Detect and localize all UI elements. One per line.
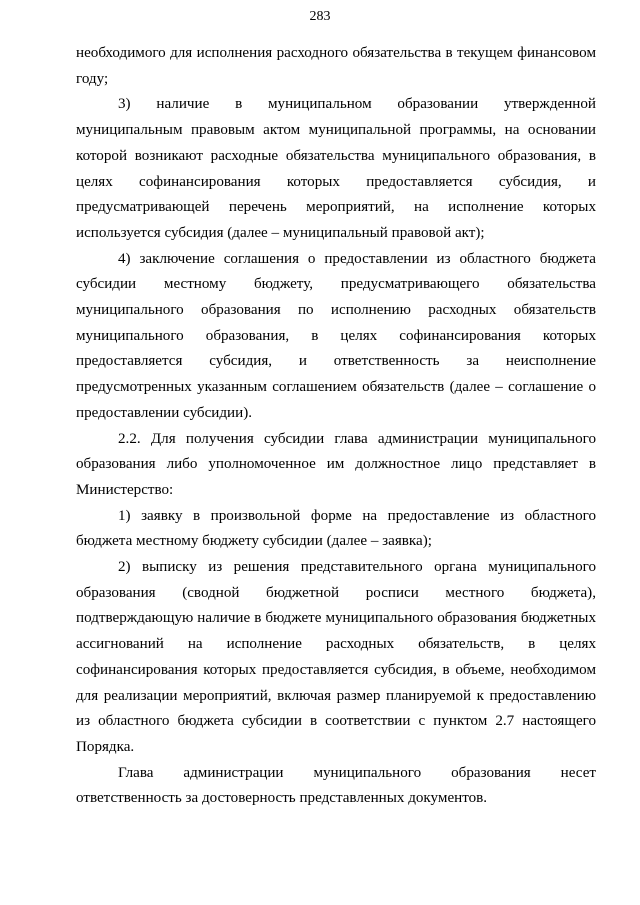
page-number: 283	[309, 9, 331, 24]
paragraph-item-3: 3) наличие в муниципальном образовании утвержденной муниципальным правовым актом муниципальной программы, на основании которой возникают расходные обязательства муниципального образования, в целях софинансирования которых предоставляется субсидия, и предусматривающей перечень мероприятий, на исполнение которых используется субсидия (далее – муниципальный правовой акт);	[76, 96, 596, 241]
paragraph-continuation: необходимого для исполнения расходного обязательства в текущем финансовом году;	[76, 45, 596, 87]
paragraph-responsibility: Глава администрации муниципального образования несет ответственность за достоверность представленных документов.	[76, 764, 596, 807]
paragraph-section-2-2: 2.2. Для получения субсидии глава администрации муниципального образования либо уполномоченное им должностное лицо представляет в Министерство:	[76, 430, 596, 498]
paragraph-item-1: 1) заявку в произвольной форме на предоставление из областного бюджета местному бюджету субсидии (далее – заявка);	[76, 507, 596, 550]
document-body	[76, 41, 596, 812]
paragraph-item-2: 2) выписку из решения представительного органа муниципального образования (сводной бюджетной росписи местного бюджета), подтверждающую наличие в бюджете муниципального образования бюджетных ассигнований на исполнение расходных обязательств, в целях софинансирования которых предоставляется субсидия, в объеме, необходимом для реализации мероприятий, включая размер планируемой к предоставлению из областного бюджета субсидии в соответствии с пунктом 2.7 настоящего Порядка.	[76, 559, 596, 755]
paragraph-item-4: 4) заключение соглашения о предоставлении из областного бюджета субсидии местному бюджету, предусматривающего обязательства муниципального образования по исполнению расходных обязательств муниципального образования, в целях софинансирования которых предоставляется субсидия, и ответственность за неисполнение предусмотренных указанным соглашением обязательств (далее – соглашение о предоставлении субсидии).	[76, 250, 596, 421]
